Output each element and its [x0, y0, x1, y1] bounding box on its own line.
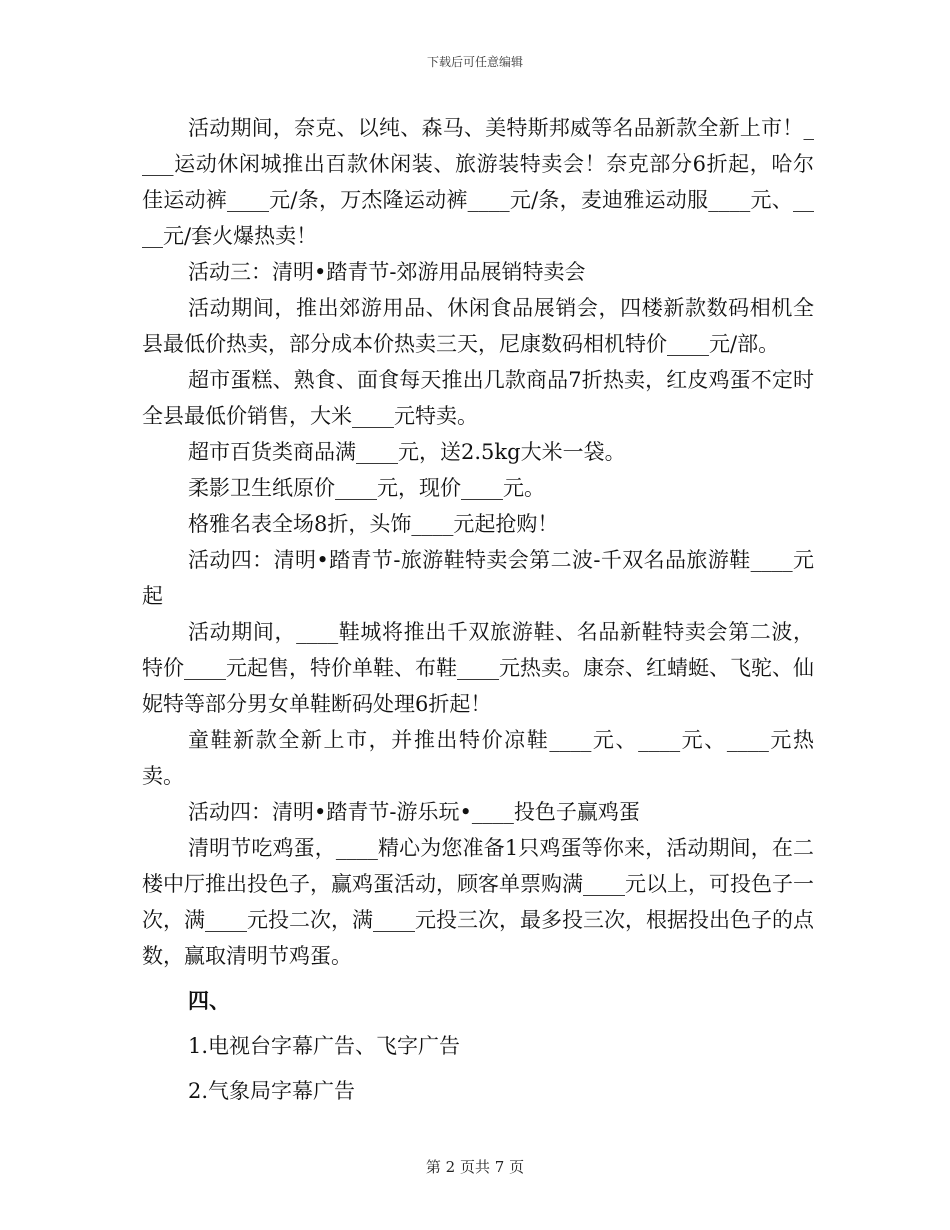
- paragraph-kids-shoes: 童鞋新款全新上市，并推出特价凉鞋____元、____元、____元热卖。: [142, 728, 814, 788]
- list-item-weather-ads: 2.气象局字幕广告: [188, 1079, 356, 1103]
- page-header: 下载后可任意编辑: [426, 55, 523, 69]
- paragraph-supermarket-food: 超市蛋糕、熟食、面食每天推出几款商品7折热卖，红皮鸡蛋不定时全县最低价销售，大米____元特卖。: [142, 368, 814, 428]
- paragraph-outing-goods: 活动期间，推出郊游用品、休闲食品展销会，四楼新款数码相机全县最低价热卖，部分成本价热卖三天，尼康数码相机特价____元/部。: [142, 296, 814, 356]
- section-four-heading: 四、: [188, 988, 230, 1013]
- heading-activity-three: 活动三：清明•踏青节-郊游用品展销特卖会: [188, 260, 586, 284]
- paragraph-egg-dice: 清明节吃鸡蛋，____精心为您准备1只鸡蛋等你来，活动期间，在二楼中厅推出投色子，赢鸡蛋活动，顾客单票购满____元以上，可投色子一次，满____元投二次，满____元投三次，最多投三次，根据投出色子的点数，赢取清明节鸡蛋。: [142, 836, 814, 968]
- paragraph-watch-discount: 格雅名表全场8折，头饰____元起抢购！: [188, 512, 559, 536]
- heading-activity-four-shoes: 活动四：清明•踏青节-旅游鞋特卖会第二波-千双名品旅游鞋____元起: [142, 548, 814, 608]
- list-item-tv-ads: 1.电视台字幕广告、飞字广告: [188, 1034, 461, 1058]
- document-body: [142, 110, 814, 1109]
- page-number: 第 2 页共 7 页: [425, 1158, 525, 1176]
- paragraph-tissue-price: 柔影卫生纸原价____元，现价____元。: [188, 476, 545, 500]
- paragraph-supermarket-gift: 超市百货类商品满____元，送2.5kg大米一袋。: [188, 440, 626, 464]
- paragraph-shoe-sale: 活动期间，____鞋城将推出千双旅游鞋、名品新鞋特卖会第二波，特价____元起售，特价单鞋、布鞋____元热卖。康奈、红蜻蜓、飞驼、仙妮特等部分男女单鞋断码处理6折起！: [142, 620, 814, 716]
- paragraph-brands: 活动期间，奈克、以纯、森马、美特斯邦威等名品新款全新上市！____运动休闲城推出百款休闲装、旅游装特卖会！奈克部分6折起，哈尔佳运动裤____元/条，万杰隆运动裤____元/条，麦迪雅运动服____元、____元/套火爆热卖！: [142, 116, 814, 248]
- heading-activity-four-dice: 活动四：清明•踏青节-游乐玩•____投色子赢鸡蛋: [188, 800, 640, 824]
